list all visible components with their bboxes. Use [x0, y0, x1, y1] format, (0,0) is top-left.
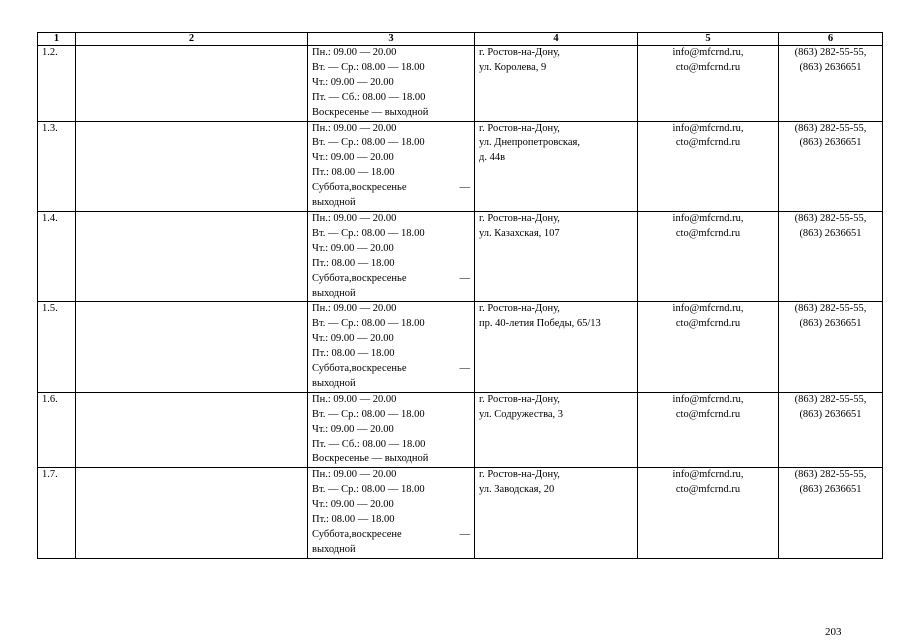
row-number-cell: 1.5. [38, 302, 76, 392]
table-header [38, 33, 883, 46]
schedule-line: Чт.: 09.00 — 20.00 [312, 333, 394, 345]
schedule-line: Пн.: 09.00 — 20.00 [312, 122, 397, 134]
schedule-cell [308, 468, 475, 558]
email-address: cto@mfcrnd.ru [675, 408, 741, 420]
address-line: г. Ростов-на-Дону, [479, 47, 560, 58]
address-line: ул. Содружества, 3 [479, 408, 564, 420]
address-cell [475, 392, 638, 468]
address-cell [475, 211, 638, 301]
schedule-line: Пт.: 08.00 — 18.00 [312, 167, 395, 179]
table-row [38, 46, 883, 122]
schedule-line: Воскресенье — выходной [312, 106, 429, 118]
address-line: г. Ростов-на-Дону, [479, 303, 560, 315]
offices-table [37, 32, 883, 559]
email-cell [638, 392, 779, 468]
email-address: cto@mfcrnd.ru [675, 318, 741, 330]
phone-cell [779, 211, 883, 301]
schedule-line: Вт. — Ср.: 08.00 — 18.00 [312, 484, 425, 496]
address-line: пр. 40-летия Победы, 65/13 [479, 318, 601, 330]
table-row [38, 392, 883, 468]
table-row [38, 468, 883, 558]
schedule-line: Пн.: 09.00 — 20.00 [312, 393, 397, 405]
email-address: info@mfcrnd.ru, [672, 47, 744, 58]
email-address: info@mfcrnd.ru, [672, 469, 744, 481]
schedule-cell [308, 121, 475, 211]
address-line: ул. Королева, 9 [479, 61, 547, 73]
phone-number: (863) 282-55-55, [794, 47, 867, 58]
phone-number: (863) 2636651 [799, 408, 862, 420]
email-cell [638, 46, 779, 122]
schedule-line: Чт.: 09.00 — 20.00 [312, 242, 394, 254]
email-cell [638, 121, 779, 211]
address-line: ул. Заводская, 20 [479, 484, 555, 496]
name-cell [76, 121, 308, 211]
phone-number: (863) 2636651 [799, 484, 862, 496]
phone-number: (863) 2636651 [799, 137, 862, 149]
schedule-line-text: Суббота,воскресене [312, 529, 402, 540]
dash-separator: — [459, 272, 470, 284]
schedule-line: Воскресенье — выходной [312, 453, 429, 465]
phone-cell [779, 121, 883, 211]
column-header: 5 [638, 33, 779, 46]
email-cell [638, 211, 779, 301]
email-address: cto@mfcrnd.ru [675, 61, 741, 73]
email-cell [638, 468, 779, 558]
email-address: info@mfcrnd.ru, [672, 212, 744, 224]
table-row [38, 211, 883, 301]
schedule-cell [308, 46, 475, 122]
column-header: 6 [779, 33, 883, 46]
email-address: info@mfcrnd.ru, [672, 303, 744, 315]
phone-number: (863) 282-55-55, [794, 212, 867, 224]
address-line: д. 44в [479, 152, 506, 164]
row-number-cell: 1.4. [38, 211, 76, 301]
header-row [38, 33, 883, 46]
phone-number: (863) 282-55-55, [794, 122, 867, 134]
dash-separator: — [459, 363, 470, 375]
column-header: 4 [475, 33, 638, 46]
phone-number: (863) 282-55-55, [794, 469, 867, 481]
row-number-cell: 1.6. [38, 392, 76, 468]
name-cell [76, 46, 308, 122]
page-number: 203 [825, 626, 842, 638]
name-cell [76, 468, 308, 558]
schedule-cell [308, 302, 475, 392]
schedule-line: Пн.: 09.00 — 20.00 [312, 212, 397, 224]
phone-number: (863) 282-55-55, [794, 393, 867, 405]
phone-cell [779, 468, 883, 558]
schedule-line: Чт.: 09.00 — 20.00 [312, 423, 394, 435]
schedule-cell [308, 392, 475, 468]
name-cell [76, 302, 308, 392]
schedule-line: выходной [312, 543, 356, 555]
schedule-line: Пт. — Сб.: 08.00 — 18.00 [312, 438, 426, 450]
address-line: г. Ростов-на-Дону, [479, 469, 560, 481]
email-address: info@mfcrnd.ru, [672, 393, 744, 405]
dash-separator: — [459, 529, 470, 540]
email-address: cto@mfcrnd.ru [675, 227, 741, 239]
email-address: cto@mfcrnd.ru [675, 137, 741, 149]
address-line: г. Ростов-на-Дону, [479, 393, 560, 405]
schedule-line: Пн.: 09.00 — 20.00 [312, 303, 397, 315]
schedule-cell [308, 211, 475, 301]
address-cell [475, 121, 638, 211]
email-cell [638, 302, 779, 392]
schedule-line: Чт.: 09.00 — 20.00 [312, 76, 394, 88]
address-cell [475, 468, 638, 558]
email-address: cto@mfcrnd.ru [675, 484, 741, 496]
address-line: ул. Казахская, 107 [479, 227, 560, 239]
schedule-line: выходной [312, 197, 356, 209]
table-body [38, 46, 883, 559]
phone-cell [779, 302, 883, 392]
email-address: info@mfcrnd.ru, [672, 122, 744, 134]
column-header: 2 [76, 33, 308, 46]
schedule-line-text: Суббота,воскресенье [312, 363, 407, 375]
schedule-line: Чт.: 09.00 — 20.00 [312, 499, 394, 511]
dash-separator: — [459, 182, 470, 194]
row-number-cell: 1.2. [38, 46, 76, 122]
schedule-line: Вт. — Ср.: 08.00 — 18.00 [312, 408, 425, 420]
schedule-line: Вт. — Ср.: 08.00 — 18.00 [312, 227, 425, 239]
phone-cell [779, 392, 883, 468]
phone-number: (863) 2636651 [799, 61, 862, 73]
schedule-line: выходной [312, 287, 356, 299]
table-row [38, 121, 883, 211]
table-row [38, 302, 883, 392]
address-line: г. Ростов-на-Дону, [479, 122, 560, 134]
schedule-line: выходной [312, 377, 356, 389]
schedule-line [312, 528, 470, 543]
address-cell [475, 46, 638, 122]
row-number-cell: 1.3. [38, 121, 76, 211]
schedule-line-text: Суббота,воскресенье [312, 272, 407, 284]
schedule-line: Вт. — Ср.: 08.00 — 18.00 [312, 137, 425, 149]
schedule-line: Пт.: 08.00 — 18.00 [312, 257, 395, 269]
schedule-line: Вт. — Ср.: 08.00 — 18.00 [312, 61, 425, 73]
schedule-line: Пт. — Сб.: 08.00 — 18.00 [312, 91, 426, 103]
schedule-line-text: Суббота,воскресенье [312, 182, 407, 194]
column-header: 1 [38, 33, 76, 46]
address-line: ул. Днепропетровская, [479, 137, 580, 149]
name-cell [76, 211, 308, 301]
schedule-line: Вт. — Ср.: 08.00 — 18.00 [312, 318, 425, 330]
phone-number: (863) 282-55-55, [794, 303, 867, 315]
schedule-line [312, 181, 470, 196]
schedule-line [312, 272, 470, 287]
phone-number: (863) 2636651 [799, 318, 862, 330]
schedule-line: Чт.: 09.00 — 20.00 [312, 152, 394, 164]
address-line: г. Ростов-на-Дону, [479, 212, 560, 224]
address-cell [475, 302, 638, 392]
phone-cell [779, 46, 883, 122]
schedule-line: Пн.: 09.00 — 20.00 [312, 47, 397, 58]
schedule-line [312, 362, 470, 377]
column-header: 3 [308, 33, 475, 46]
schedule-line: Пн.: 09.00 — 20.00 [312, 469, 397, 481]
row-number-cell: 1.7. [38, 468, 76, 558]
schedule-line: Пт.: 08.00 — 18.00 [312, 348, 395, 360]
phone-number: (863) 2636651 [799, 227, 862, 239]
name-cell [76, 392, 308, 468]
schedule-line: Пт.: 08.00 — 18.00 [312, 514, 395, 526]
